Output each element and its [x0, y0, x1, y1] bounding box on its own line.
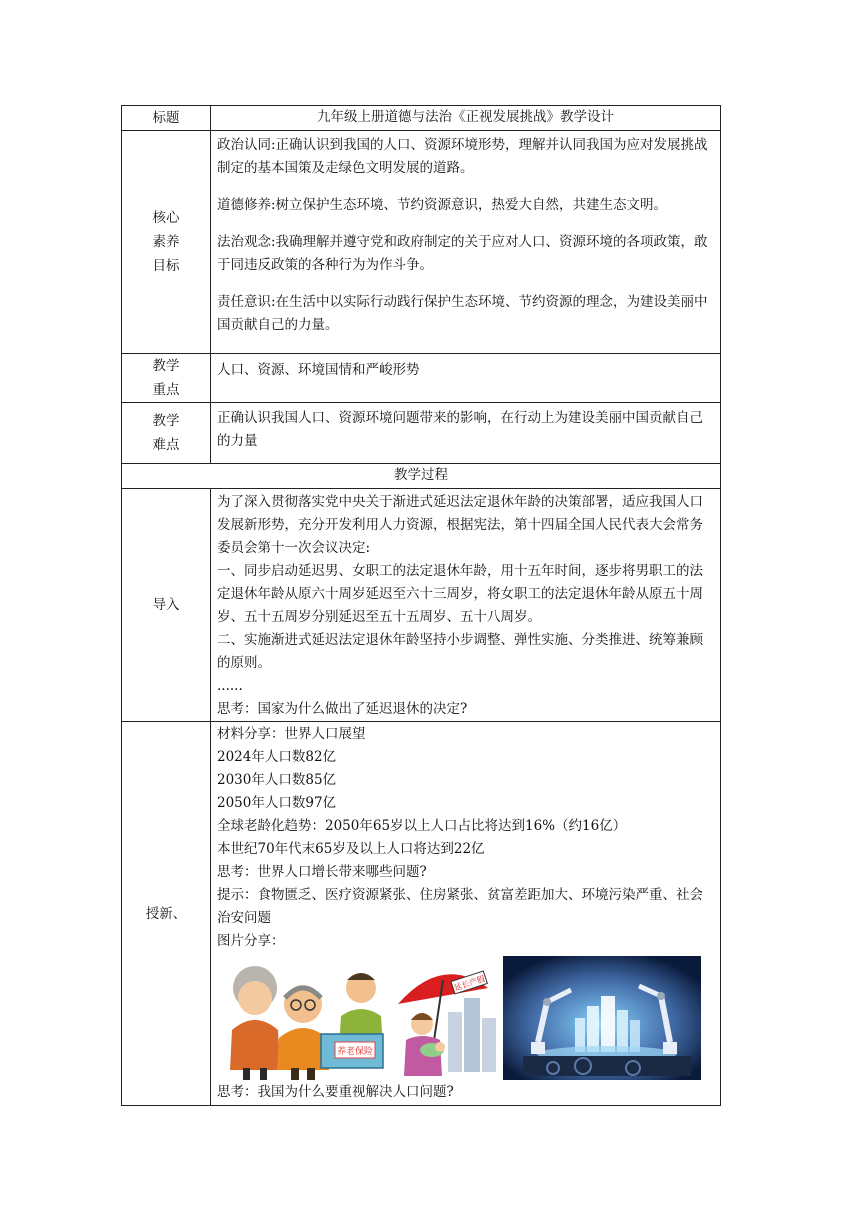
difficulty-label: 教学 难点: [122, 403, 211, 464]
intro-para-3: 二、实施渐进式延迟法定退休年龄坚持小步调整、弹性实施、分类推进、统筹兼顾的原则。: [217, 632, 703, 671]
maternity-leave-illustration: [392, 958, 500, 1080]
lesson-plan-table: [121, 105, 721, 1106]
picture-share-label: 图片分享：: [217, 933, 285, 949]
pension-sign-text: 养老保险: [336, 1047, 374, 1057]
title-value: 九年级上册道德与法治《正视发展挑战》教学设计: [211, 106, 721, 131]
umbrella-sign-text: 延长产假: [452, 974, 487, 993]
question-world: 思考：世界人口增长带来哪些问题?: [217, 864, 427, 880]
difficulty-row: [122, 403, 721, 464]
aging-2070s: 本世纪70年代末65岁及以上人口将达到22亿: [217, 841, 485, 857]
intro-question: 思考：国家为什么做出了延迟退休的决定?: [217, 701, 468, 717]
focus-label: 教学 重点: [122, 354, 211, 403]
focus-row: [122, 354, 721, 403]
core-responsibility: 责任意识:在生活中以实际行动践行保护生态环境、节约资源的理念，为建设美丽中国贡献自己的力量。: [217, 294, 708, 333]
title-label: 标题: [122, 106, 211, 131]
new-lesson-row: [122, 722, 721, 1106]
population-2050: 2050年人口数97亿: [217, 795, 337, 811]
core-political: 政治认同:正确认识到我国的人口、资源环境形势，理解并认同我国为应对发展挑战制定的基本国策及走绿色文明发展的道路。: [217, 137, 708, 176]
title-row: [122, 106, 721, 131]
population-2024: 2024年人口数82亿: [217, 749, 337, 765]
material-title: 材料分享：世界人口展望: [217, 726, 366, 742]
intro-row: [122, 489, 721, 722]
question-china: 思考：我国为什么要重视解决人口问题?: [217, 1084, 454, 1100]
smart-manufacturing-image: [503, 956, 701, 1080]
intro-para-1: 为了深入贯彻落实党中央关于渐进式延迟法定退休年龄的决策部署，适应我国人口发展新形势，充分开发利用人力资源，根据宪法，第十四届全国人民代表大会常务委员会第十一次会议决定:: [217, 494, 703, 556]
picture-strip: [217, 956, 714, 1080]
intro-content: [211, 489, 721, 722]
difficulty-content: 正确认识我国人口、资源环境问题带来的影响，在行动上为建设美丽中国贡献自己的力量: [211, 403, 721, 464]
focus-content: 人口、资源、环境国情和严峻形势: [211, 354, 721, 403]
pension-family-illustration: [217, 958, 389, 1080]
core-legal: 法治观念:我确理解并遵守党和政府制定的关于应对人口、资源环境的各项政策，敢于同违反政策的各种行为为作斗争。: [217, 234, 708, 273]
population-2030: 2030年人口数85亿: [217, 772, 337, 788]
intro-ellipsis: ......: [217, 678, 243, 694]
new-lesson-label: 授新、: [122, 722, 211, 1106]
core-content: [211, 131, 721, 354]
core-moral: 道德修养:树立保护生态环境、节约资源意识，热爱大自然，共建生态文明。: [217, 197, 668, 213]
core-label: 核心 素养 目标: [122, 131, 211, 354]
hint: 提示：食物匮乏、医疗资源紧张、住房紧张、贫富差距加大、环境污染严重、社会治安问题: [217, 887, 703, 926]
intro-para-2: 一、同步启动延迟男、女职工的法定退休年龄，用十五年时间，逐步将男职工的法定退休年龄从原六十周岁延迟至六十三周岁，将女职工的法定退休年龄从原五十周岁、五十五周岁分别延迟至五十五周岁、五十八周岁。: [217, 563, 703, 625]
intro-label: 导入: [122, 489, 211, 722]
core-row: [122, 131, 721, 354]
new-lesson-content: [211, 722, 721, 1106]
aging-trend: 全球老龄化趋势：2050年65岁以上人口占比将达到16%（约16亿）: [217, 818, 627, 834]
process-header-row: [122, 464, 721, 489]
process-header: 教学过程: [122, 464, 721, 489]
